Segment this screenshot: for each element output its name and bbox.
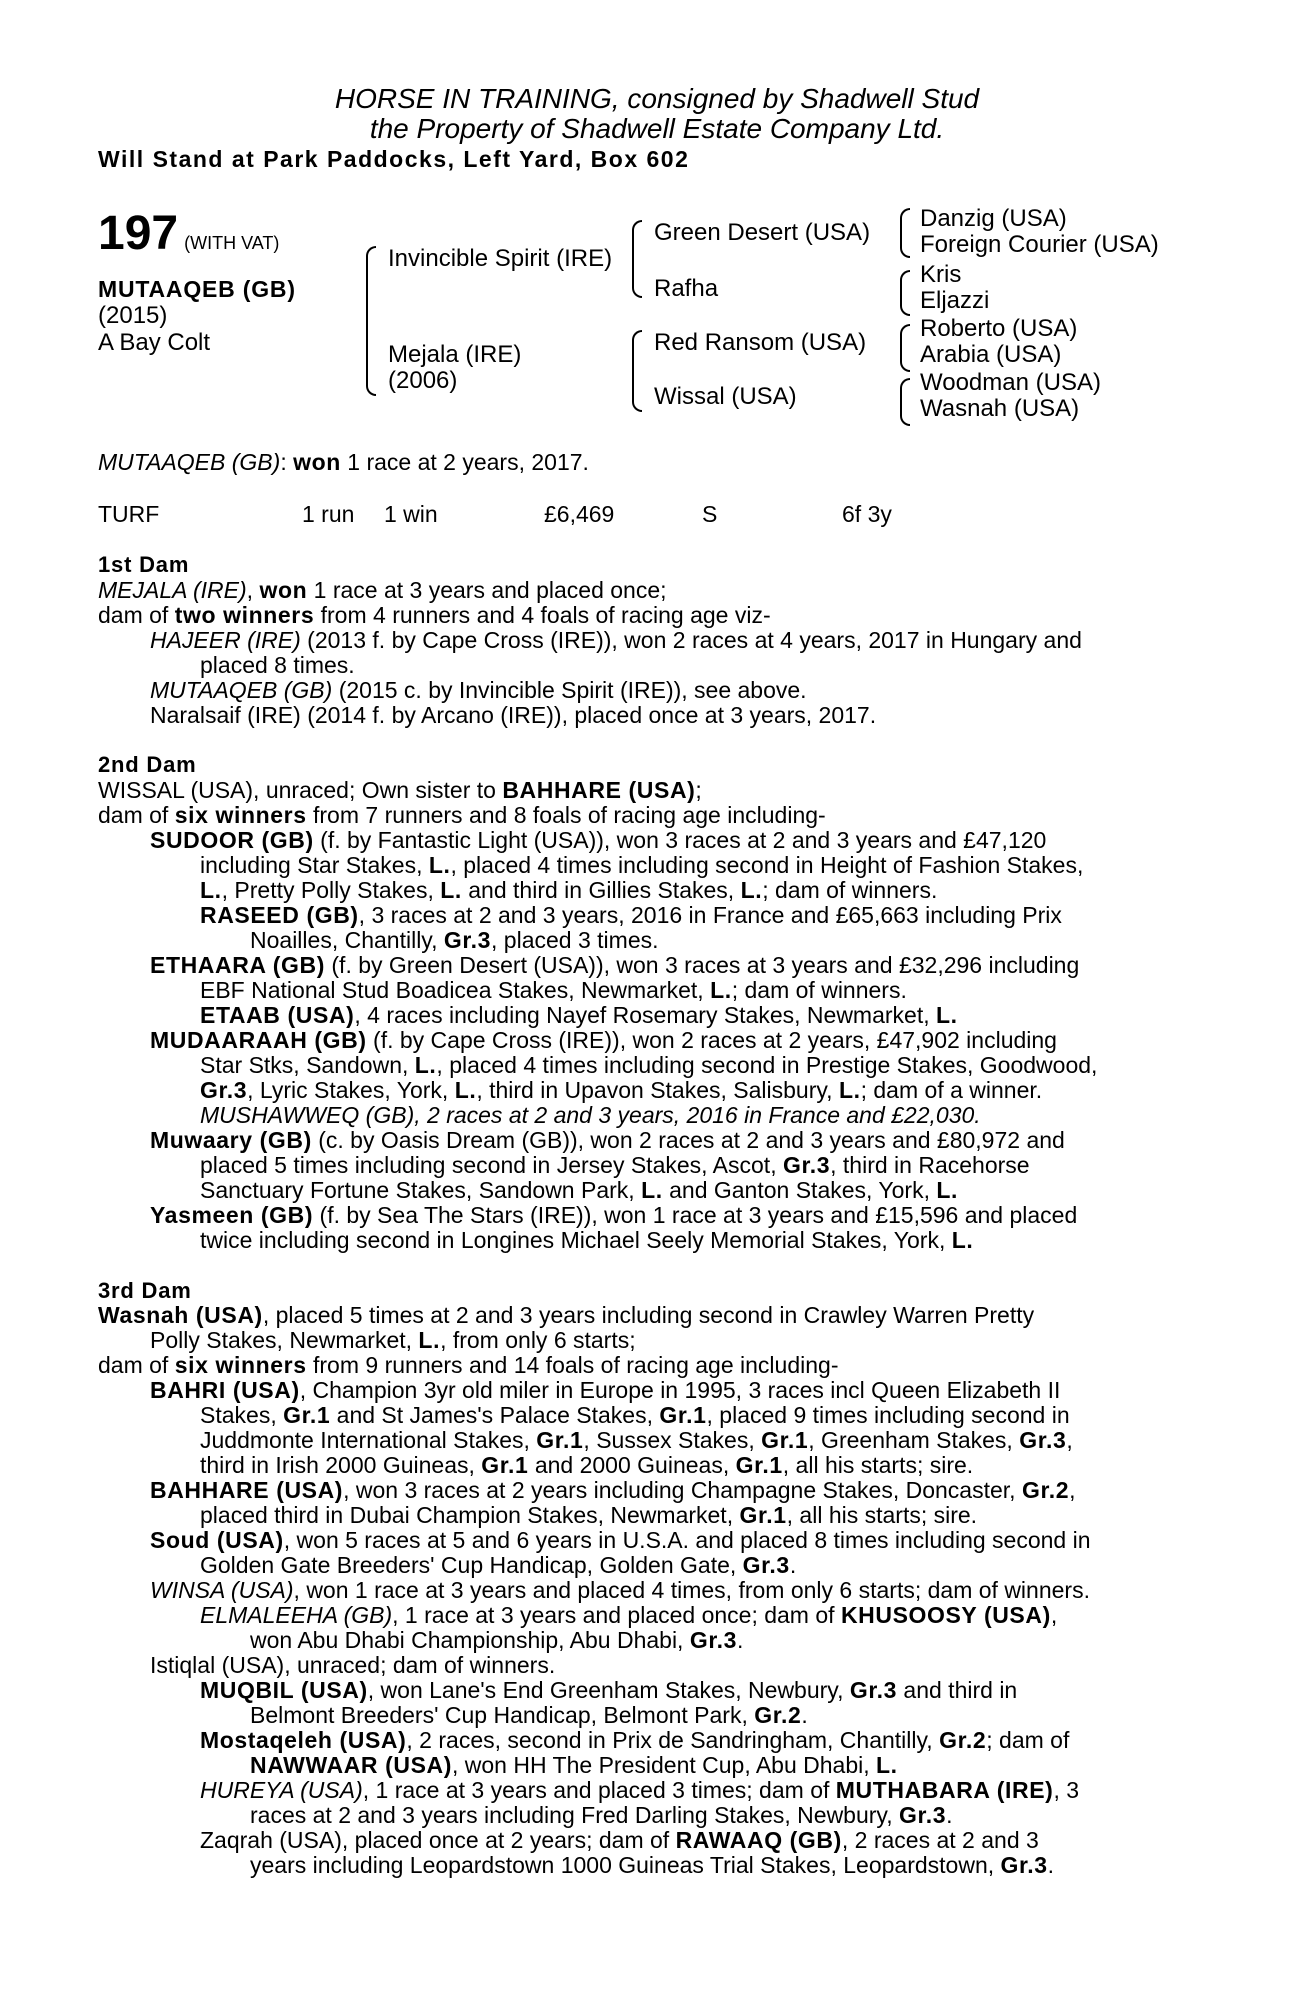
sire-brace bbox=[366, 246, 376, 334]
produce-ethaara-cont: EBF National Stud Boadicea Stakes, Newmarket, L.; dam of winners. bbox=[200, 977, 907, 1003]
produce-nawwaar: NAWWAAR (USA), won HH The President Cup, Abu Dhabi, L. bbox=[250, 1752, 898, 1778]
horse-name: MUTAAQEB (GB) bbox=[98, 276, 296, 302]
produce-mudaaraah: MUDAARAAH (GB) (f. by Cape Cross (IRE)), won 2 races at 2 years, £47,902 including bbox=[150, 1027, 1057, 1053]
second-dam-heading: 2nd Dam bbox=[98, 752, 197, 777]
third-dam-heading: 3rd Dam bbox=[98, 1278, 192, 1303]
record-distance: 6f 3y bbox=[842, 501, 892, 527]
dsd-brace bbox=[900, 348, 910, 372]
second-dam-line: WISSAL (USA), unraced; Own sister to BAHHARE (USA); bbox=[98, 777, 702, 803]
produce-bahri-cont3: third in Irish 2000 Guineas, Gr.1 and 2000 Guineas, Gr.1, all his starts; sire. bbox=[200, 1452, 974, 1478]
third-dam-line-cont: Polly Stakes, Newmarket, L., from only 6 starts; bbox=[150, 1327, 636, 1353]
ds-brace bbox=[632, 330, 642, 372]
pedigree-sire-sire: Green Desert (USA) bbox=[654, 219, 871, 246]
produce-winsa: WINSA (USA), won 1 race at 3 years and placed 4 times, from only 6 starts; dam of winners. bbox=[150, 1577, 1090, 1603]
produce-sudoor: SUDOOR (GB) (f. by Fantastic Light (USA)), won 3 races at 2 and 3 years and £47,120 bbox=[150, 827, 1047, 853]
produce-muwaary-cont2: Sanctuary Fortune Stakes, Sandown Park, L. and Ganton Stakes, York, L. bbox=[200, 1177, 958, 1203]
sss-brace bbox=[900, 208, 910, 234]
produce-muqbil: MUQBIL (USA), won Lane's End Greenham Stakes, Newbury, Gr.3 and third in bbox=[200, 1677, 1018, 1703]
produce-bahri-cont2: Juddmonte International Stakes, Gr.1, Sussex Stakes, Gr.1, Greenham Stakes, Gr.3, bbox=[200, 1427, 1073, 1453]
produce-mushawweq: MUSHAWWEQ (GB), 2 races at 2 and 3 years, 2016 in France and £22,030. bbox=[200, 1102, 981, 1128]
dam-brace bbox=[366, 332, 376, 396]
ss-brace bbox=[632, 220, 642, 270]
pedigree-dam-year: (2006) bbox=[388, 367, 458, 394]
produce-bahri-cont1: Stakes, Gr.1 and St James's Palace Stakes, Gr.1, placed 9 times including second in bbox=[200, 1402, 1070, 1428]
race-summary: MUTAAQEB (GB): won 1 race at 2 years, 2017. bbox=[98, 449, 589, 475]
record-surface: TURF bbox=[98, 501, 160, 527]
produce-mudaaraah-cont1: Star Stks, Sandown, L., placed 4 times including second in Prestige Stakes, Goodwood, bbox=[200, 1052, 1098, 1078]
third-dam-produce: dam of six winners from 9 runners and 14 foals of racing age including- bbox=[98, 1352, 839, 1378]
ddd-brace bbox=[900, 402, 910, 426]
dd-brace bbox=[632, 370, 642, 412]
first-dam-produce: dam of two winners from 4 runners and 4 foals of racing age viz- bbox=[98, 602, 771, 628]
pedigree-dam-dam: Wissal (USA) bbox=[654, 383, 797, 410]
produce-sudoor-cont2: L., Pretty Polly Stakes, L. and third in Gillies Stakes, L.; dam of winners. bbox=[200, 877, 938, 903]
lot-number-block bbox=[98, 206, 279, 261]
produce-mostaqeleh: Mostaqeleh (USA), 2 races, second in Prix de Sandringham, Chantilly, Gr.2; dam of bbox=[200, 1727, 1070, 1753]
produce-etaab: ETAAB (USA), 4 races including Nayef Rosemary Stakes, Newmarket, L. bbox=[200, 1002, 958, 1028]
produce-soud-cont: Golden Gate Breeders' Cup Handicap, Golden Gate, Gr.3. bbox=[200, 1552, 797, 1578]
pedigree-ssd: Foreign Courier (USA) bbox=[920, 231, 1159, 258]
first-dam-line: MEJALA (IRE), won 1 race at 3 years and placed once; bbox=[98, 577, 667, 603]
pedigree-dam-sire: Red Ransom (USA) bbox=[654, 329, 867, 356]
produce-elmaleeha-cont: won Abu Dhabi Championship, Abu Dhabi, Gr.3. bbox=[250, 1627, 744, 1653]
produce-raseed: RASEED (GB), 3 races at 2 and 3 years, 2016 in France and £65,663 including Prix bbox=[200, 902, 1062, 928]
owner-line: the Property of Shadwell Estate Company Ltd. bbox=[369, 113, 945, 144]
produce-hureya-cont: races at 2 and 3 years including Fred Darling Stakes, Newbury, Gr.3. bbox=[250, 1802, 953, 1828]
dss-brace bbox=[900, 324, 910, 350]
produce-muwaary: Muwaary (GB) (c. by Oasis Dream (GB)), won 2 races at 2 and 3 years and £80,972 and bbox=[150, 1127, 1065, 1153]
vat-note: (WITH VAT) bbox=[184, 233, 280, 253]
pedigree-sdd: Eljazzi bbox=[920, 287, 990, 314]
ssd-brace bbox=[900, 232, 910, 258]
sds-brace bbox=[900, 270, 910, 294]
produce-raseed-cont: Noailles, Chantilly, Gr.3, placed 3 times. bbox=[250, 927, 659, 953]
produce-yasmeen: Yasmeen (GB) (f. by Sea The Stars (IRE)), won 1 race at 3 years and £15,596 and placed bbox=[150, 1202, 1078, 1228]
produce-sudoor-cont1: including Star Stakes, L., placed 4 times including second in Height of Fashion Stakes, bbox=[200, 852, 1084, 878]
produce-hajeer-cont: placed 8 times. bbox=[200, 652, 355, 678]
pedigree-dam: Mejala (IRE) bbox=[388, 341, 522, 368]
third-dam-line: Wasnah (USA), placed 5 times at 2 and 3 years including second in Crawley Warren Pretty bbox=[98, 1302, 1035, 1328]
pedigree-sire: Invincible Spirit (IRE) bbox=[388, 245, 613, 272]
pedigree-ddd: Wasnah (USA) bbox=[920, 395, 1080, 422]
pedigree-dds: Woodman (USA) bbox=[920, 369, 1101, 396]
produce-ethaara: ETHAARA (GB) (f. by Green Desert (USA)), won 3 races at 3 years and £32,296 including bbox=[150, 952, 1080, 978]
record-runs: 1 run bbox=[302, 501, 355, 527]
produce-yasmeen-cont: twice including second in Longines Michael Seely Memorial Stakes, York, L. bbox=[200, 1227, 974, 1253]
produce-bahhare-cont: placed third in Dubai Champion Stakes, Newmarket, Gr.1, all his starts; sire. bbox=[200, 1502, 978, 1528]
produce-hureya: HUREYA (USA), 1 race at 3 years and placed 3 times; dam of MUTHABARA (IRE), 3 bbox=[200, 1777, 1080, 1803]
dds-brace bbox=[900, 378, 910, 404]
produce-istiqlal: Istiqlal (USA), unraced; dam of winners. bbox=[150, 1652, 556, 1678]
pedigree-sire-dam: Rafha bbox=[654, 275, 719, 302]
stand-location: Will Stand at Park Paddocks, Left Yard, Box 602 bbox=[98, 146, 690, 172]
produce-hajeer: HAJEER (IRE) (2013 f. by Cape Cross (IRE)), won 2 races at 4 years, 2017 in Hungary and bbox=[150, 627, 1082, 653]
produce-zaqrah-cont: years including Leopardstown 1000 Guineas Trial Stakes, Leopardstown, Gr.3. bbox=[250, 1852, 1055, 1878]
first-dam-heading: 1st Dam bbox=[98, 552, 190, 577]
pedigree-sss: Danzig (USA) bbox=[920, 205, 1067, 232]
horse-year: (2015) bbox=[98, 302, 168, 329]
second-dam-produce: dam of six winners from 7 runners and 8 foals of racing age including- bbox=[98, 802, 826, 828]
horse-description: A Bay Colt bbox=[98, 329, 211, 356]
produce-mudaaraah-cont2: Gr.3, Lyric Stakes, York, L., third in Upavon Stakes, Salisbury, L.; dam of a winner. bbox=[200, 1077, 1043, 1103]
produce-soud: Soud (USA), won 5 races at 5 and 6 years in U.S.A. and placed 8 times including second in bbox=[150, 1527, 1091, 1553]
produce-mutaaqeb: MUTAAQEB (GB) (2015 c. by Invincible Spirit (IRE)), see above. bbox=[150, 677, 807, 703]
produce-muwaary-cont1: placed 5 times including second in Jersey Stakes, Ascot, Gr.3, third in Racehorse bbox=[200, 1152, 1030, 1178]
record-earnings: £6,469 bbox=[544, 501, 615, 527]
record-going: S bbox=[702, 501, 718, 527]
produce-naralsaif: Naralsaif (IRE) (2014 f. by Arcano (IRE)), placed once at 3 years, 2017. bbox=[150, 702, 877, 728]
lot-number: 197 bbox=[98, 207, 179, 260]
consignor-line: HORSE IN TRAINING, consigned by Shadwell Stud bbox=[334, 83, 980, 114]
pedigree-sds: Kris bbox=[920, 261, 962, 288]
produce-zaqrah: Zaqrah (USA), placed once at 2 years; dam of RAWAAQ (GB), 2 races at 2 and 3 bbox=[200, 1827, 1039, 1853]
produce-muqbil-cont: Belmont Breeders' Cup Handicap, Belmont Park, Gr.2. bbox=[250, 1702, 808, 1728]
record-wins: 1 win bbox=[384, 501, 438, 527]
sd-brace bbox=[632, 268, 642, 298]
produce-elmaleeha: ELMALEEHA (GB), 1 race at 3 years and placed once; dam of KHUSOOSY (USA), bbox=[200, 1602, 1058, 1628]
pedigree-dss: Roberto (USA) bbox=[920, 315, 1078, 342]
produce-bahhare: BAHHARE (USA), won 3 races at 2 years including Champagne Stakes, Doncaster, Gr.2, bbox=[150, 1477, 1076, 1503]
sdd-brace bbox=[900, 292, 910, 316]
produce-bahri: BAHRI (USA), Champion 3yr old miler in Europe in 1995, 3 races incl Queen Elizabeth II bbox=[150, 1377, 1061, 1403]
pedigree-dsd: Arabia (USA) bbox=[920, 341, 1062, 368]
